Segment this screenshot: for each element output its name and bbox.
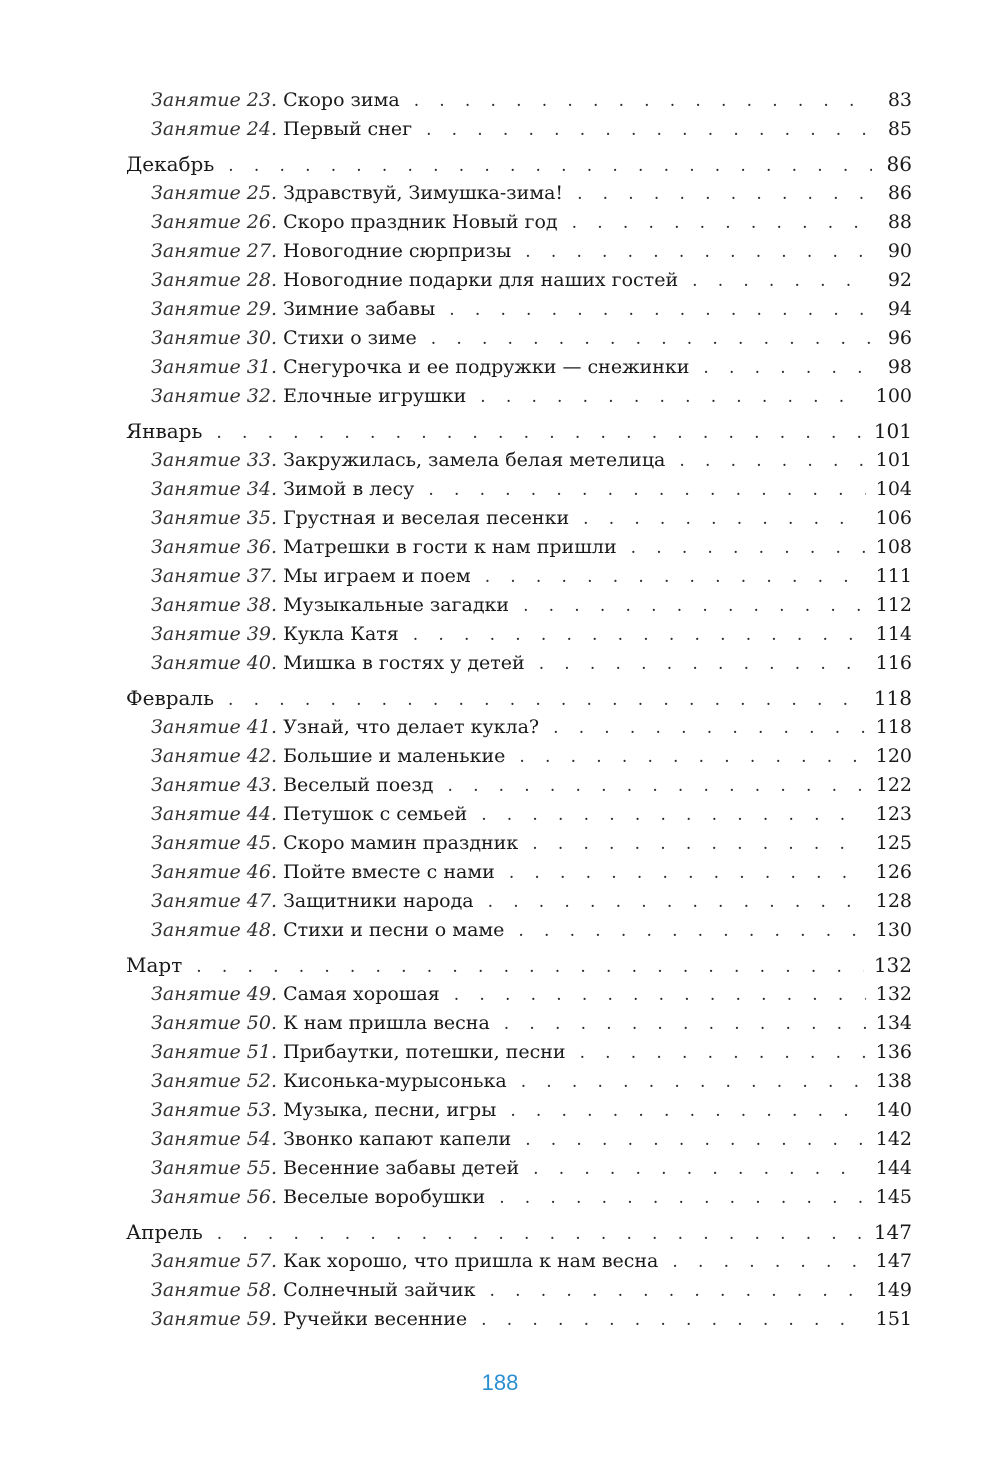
dot-leader (521, 1068, 866, 1097)
toc-lesson-row (126, 916, 912, 945)
page-ref: 144 (875, 1157, 912, 1179)
dot-leader (447, 772, 865, 801)
toc-lesson-row (126, 1009, 912, 1038)
page-ref: 118 (875, 716, 912, 738)
page-ref: 151 (875, 1308, 912, 1330)
toc-lesson-row (126, 1096, 912, 1125)
lesson-number: Занятие 42. (151, 745, 278, 767)
dot-leader (481, 1306, 866, 1335)
lesson-number: Занятие 38. (151, 594, 278, 616)
lesson-number: Занятие 35. (151, 507, 278, 529)
lesson-title: Музыкальные загадки (283, 594, 510, 616)
lesson-number: Занятие 44. (151, 803, 278, 825)
toc-lesson-row (126, 980, 912, 1009)
dot-leader (539, 650, 866, 679)
lesson-title: Прибаутки, потешки, песни (283, 1041, 566, 1063)
toc-lesson-row (126, 1305, 912, 1334)
lesson-number: Занятие 30. (151, 327, 278, 349)
dot-leader (485, 563, 866, 592)
page-ref: 86 (886, 152, 912, 176)
page-ref: 123 (875, 803, 912, 825)
page-ref: 122 (875, 774, 912, 796)
dot-leader (672, 1248, 865, 1277)
lesson-number: Занятие 43. (151, 774, 278, 796)
lesson-title: Музыка, песни, игры (283, 1099, 497, 1121)
lesson-number: Занятие 26. (151, 211, 278, 233)
page-ref: 138 (875, 1070, 912, 1092)
dot-leader (481, 801, 866, 830)
toc-lesson-row (126, 713, 912, 742)
page-ref: 90 (887, 240, 912, 262)
page-ref: 112 (875, 594, 912, 616)
lesson-title: Закружилась, замела белая метелица (283, 449, 666, 471)
lesson-title: Новогодние сюрпризы (283, 240, 512, 262)
page-ref: 140 (875, 1099, 912, 1121)
toc-month-row (126, 684, 912, 713)
dot-leader (504, 1010, 866, 1039)
dot-leader (631, 534, 866, 563)
month-title: Апрель (126, 1220, 203, 1244)
lesson-title: Весенние забавы детей (283, 1157, 520, 1179)
toc-lesson-row (126, 1038, 912, 1067)
lesson-title: Скоро мамин праздник (283, 832, 519, 854)
page-ref: 104 (875, 478, 912, 500)
toc-lesson-row (126, 295, 912, 324)
lesson-number: Занятие 52. (151, 1070, 278, 1092)
lesson-number: Занятие 59. (151, 1308, 278, 1330)
lesson-number: Занятие 25. (151, 182, 278, 204)
lesson-number: Занятие 45. (151, 832, 278, 854)
dot-leader (428, 476, 865, 505)
lesson-number: Занятие 54. (151, 1128, 278, 1150)
lesson-title: Самая хорошая (283, 983, 440, 1005)
toc-lesson-row (126, 533, 912, 562)
page-ref: 128 (875, 890, 912, 912)
lesson-title: Узнай, что делает кукла? (283, 716, 540, 738)
lesson-title: Пойте вместе с нами (283, 861, 495, 883)
page-ref: 126 (875, 861, 912, 883)
lesson-number: Занятие 55. (151, 1157, 278, 1179)
lesson-title: К нам пришла весна (283, 1012, 490, 1034)
page-ref: 136 (875, 1041, 912, 1063)
dot-leader (523, 592, 866, 621)
lesson-number: Занятие 33. (151, 449, 278, 471)
page-ref: 132 (875, 983, 912, 1005)
dot-leader (490, 1277, 866, 1306)
lesson-title: Кукла Катя (283, 623, 399, 645)
lesson-number: Занятие 28. (151, 269, 278, 291)
lesson-title: Скоро праздник Новый год (283, 211, 558, 233)
toc-month-row (126, 1218, 912, 1247)
lesson-number: Занятие 53. (151, 1099, 278, 1121)
dot-leader (196, 953, 864, 982)
page-ref: 114 (875, 623, 912, 645)
lesson-number: Занятие 50. (151, 1012, 278, 1034)
page-ref: 145 (875, 1186, 912, 1208)
page-ref: 147 (875, 1250, 912, 1272)
dot-leader (217, 1220, 864, 1249)
lesson-title: Стихи о зиме (283, 327, 417, 349)
lesson-title: Матрешки в гости к нам пришли (283, 536, 617, 558)
lesson-title: Скоро зима (283, 89, 400, 111)
dot-leader (480, 383, 866, 412)
dot-leader (572, 209, 872, 238)
dot-leader (679, 447, 865, 476)
lesson-title: Новогодние подарки для наших гостей (283, 269, 679, 291)
dot-leader (499, 1184, 866, 1213)
lesson-title: Петушок с семьей (283, 803, 468, 825)
page-number: 188 (481, 1370, 519, 1395)
dot-leader (449, 296, 872, 325)
toc-lesson-row (126, 382, 912, 411)
dot-leader (580, 1039, 866, 1068)
dot-leader (577, 180, 872, 209)
lesson-number: Занятие 29. (151, 298, 278, 320)
toc-lesson-row (126, 1125, 912, 1154)
dot-leader (454, 981, 866, 1010)
toc-lesson-row (126, 887, 912, 916)
lesson-number: Занятие 37. (151, 565, 278, 587)
toc-lesson-row (126, 353, 912, 382)
page-ref: 101 (875, 449, 912, 471)
dot-leader (703, 354, 872, 383)
dot-leader (228, 686, 864, 715)
lesson-title: Грустная и веселая песенки (283, 507, 570, 529)
lesson-number: Занятие 46. (151, 861, 278, 883)
toc-lesson-row (126, 800, 912, 829)
dot-leader (426, 116, 872, 145)
toc-lesson-row (126, 591, 912, 620)
lesson-number: Занятие 31. (151, 356, 278, 378)
page-ref: 120 (875, 745, 912, 767)
lesson-number: Занятие 41. (151, 716, 278, 738)
page-ref: 106 (875, 507, 912, 529)
toc-lesson-row (126, 266, 912, 295)
page-ref: 98 (887, 356, 912, 378)
toc-lesson-row (126, 1247, 912, 1276)
lesson-number: Занятие 24. (151, 118, 278, 140)
lesson-title: Звонко капают капели (283, 1128, 512, 1150)
toc-lesson-row (126, 86, 912, 115)
lesson-number: Занятие 27. (151, 240, 278, 262)
toc-lesson-row (126, 771, 912, 800)
toc-lesson-row (126, 1276, 912, 1305)
page-ref: 116 (875, 652, 912, 674)
dot-leader (553, 714, 866, 743)
page-ref: 125 (875, 832, 912, 854)
dot-leader (525, 238, 872, 267)
toc-lesson-row (126, 179, 912, 208)
dot-leader (510, 1097, 865, 1126)
lesson-title: Снегурочка и ее подружки — снежинки (283, 356, 690, 378)
dot-leader (431, 325, 872, 354)
dot-leader (413, 621, 866, 650)
lesson-number: Занятие 49. (151, 983, 278, 1005)
dot-leader (692, 267, 872, 296)
lesson-title: Зимние забавы (283, 298, 436, 320)
dot-leader (228, 152, 872, 181)
page-ref: 134 (875, 1012, 912, 1034)
toc-lesson-row (126, 649, 912, 678)
page-ref: 101 (873, 419, 912, 443)
lesson-number: Занятие 57. (151, 1250, 278, 1272)
lesson-number: Занятие 40. (151, 652, 278, 674)
lesson-title: Как хорошо, что пришла к нам весна (283, 1250, 659, 1272)
lesson-number: Занятие 51. (151, 1041, 278, 1063)
dot-leader (414, 87, 872, 116)
lesson-title: Защитники народа (283, 890, 474, 912)
toc-lesson-row (126, 446, 912, 475)
dot-leader (532, 830, 866, 859)
dot-leader (533, 1155, 866, 1184)
dot-leader (488, 888, 866, 917)
page-ref: 118 (873, 686, 912, 710)
page-ref: 94 (887, 298, 912, 320)
toc-lesson-row (126, 562, 912, 591)
lesson-title: Веселый поезд (283, 774, 434, 796)
toc-lesson-row (126, 1154, 912, 1183)
toc-lesson-row (126, 324, 912, 353)
dot-leader (583, 505, 866, 534)
lesson-number: Занятие 56. (151, 1186, 278, 1208)
lesson-title: Веселые воробушки (283, 1186, 486, 1208)
lesson-title: Ручейки весенние (283, 1308, 468, 1330)
page-ref: 88 (887, 211, 912, 233)
page-ref: 132 (873, 953, 912, 977)
page-ref: 85 (887, 118, 912, 140)
toc-lesson-row (126, 742, 912, 771)
lesson-number: Занятие 23. (151, 89, 278, 111)
lesson-title: Стихи и песни о маме (283, 919, 505, 941)
lesson-title: Солнечный зайчик (283, 1279, 476, 1301)
dot-leader (525, 1126, 866, 1155)
month-title: Декабрь (126, 152, 215, 176)
page-ref: 96 (887, 327, 912, 349)
dot-leader (518, 917, 865, 946)
lesson-title: Мишка в гостях у детей (283, 652, 525, 674)
page-ref: 147 (873, 1220, 912, 1244)
toc-month-row (126, 150, 912, 179)
page-ref: 111 (875, 565, 912, 587)
page-ref: 100 (875, 385, 912, 407)
page-ref: 108 (875, 536, 912, 558)
lesson-number: Занятие 58. (151, 1279, 278, 1301)
page-ref: 130 (875, 919, 912, 941)
lesson-title: Мы играем и поем (283, 565, 471, 587)
page-ref: 142 (875, 1128, 912, 1150)
page-ref: 86 (887, 182, 912, 204)
lesson-number: Занятие 47. (151, 890, 278, 912)
lesson-number: Занятие 34. (151, 478, 278, 500)
toc-lesson-row (126, 115, 912, 144)
lesson-number: Занятие 32. (151, 385, 278, 407)
toc-lesson-row (126, 504, 912, 533)
lesson-number: Занятие 48. (151, 919, 278, 941)
toc-lesson-row (126, 1183, 912, 1212)
toc-month-row (126, 417, 912, 446)
month-title: Январь (126, 419, 203, 443)
toc-lesson-row (126, 208, 912, 237)
page-ref: 92 (887, 269, 912, 291)
lesson-title: Елочные игрушки (283, 385, 467, 407)
toc-lesson-row (126, 858, 912, 887)
toc-lesson-row (126, 475, 912, 504)
lesson-title: Первый снег (283, 118, 413, 140)
table-of-contents (126, 86, 912, 1334)
toc-lesson-row (126, 829, 912, 858)
lesson-title: Кисонька-мурысонька (283, 1070, 507, 1092)
lesson-title: Большие и маленькие (283, 745, 506, 767)
toc-month-row (126, 951, 912, 980)
dot-leader (519, 743, 865, 772)
toc-lesson-row (126, 237, 912, 266)
dot-leader (509, 859, 866, 888)
toc-lesson-row (126, 620, 912, 649)
month-title: Февраль (126, 686, 215, 710)
page-ref: 83 (887, 89, 912, 111)
dot-leader (216, 419, 863, 448)
toc-lesson-row (126, 1067, 912, 1096)
month-title: Март (126, 953, 183, 977)
lesson-title: Зимой в лесу (283, 478, 415, 500)
lesson-title: Здравствуй, Зимушка-зима! (283, 182, 564, 204)
page-ref: 149 (875, 1279, 912, 1301)
lesson-number: Занятие 39. (151, 623, 278, 645)
lesson-number: Занятие 36. (151, 536, 278, 558)
